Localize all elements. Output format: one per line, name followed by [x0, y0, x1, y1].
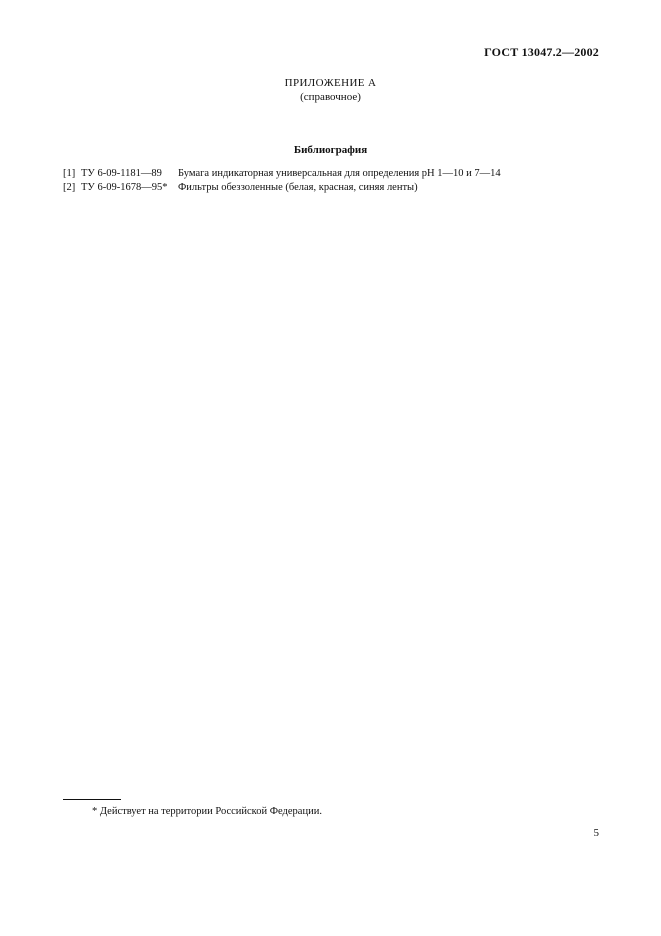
footnote-divider — [63, 799, 121, 800]
entry-number: [2] — [63, 182, 76, 193]
footnote-text: * Действует на территории Российской Федерации. — [92, 806, 322, 817]
entry-description: Фильтры обеззоленные (белая, красная, синяя ленты) — [178, 182, 418, 193]
document-code: ГОСТ 13047.2—2002 — [484, 45, 599, 59]
entry-number: [1] — [63, 168, 76, 179]
entry-code: ТУ 6-09-1678—95* — [81, 182, 168, 193]
bibliography-title: Библиография — [293, 144, 368, 156]
entry-code: ТУ 6-09-1181—89 — [81, 168, 162, 179]
entry-description: Бумага индикаторная универсальная для определения рН 1—10 и 7—14 — [178, 168, 501, 179]
bibliography-entry — [63, 167, 501, 181]
bibliography-list — [63, 167, 501, 195]
appendix-title: ПРИЛОЖЕНИЕ А — [284, 77, 377, 89]
bibliography-entry — [63, 181, 501, 195]
page-number: 5 — [593, 827, 599, 839]
appendix-subtitle: (справочное) — [300, 91, 361, 103]
